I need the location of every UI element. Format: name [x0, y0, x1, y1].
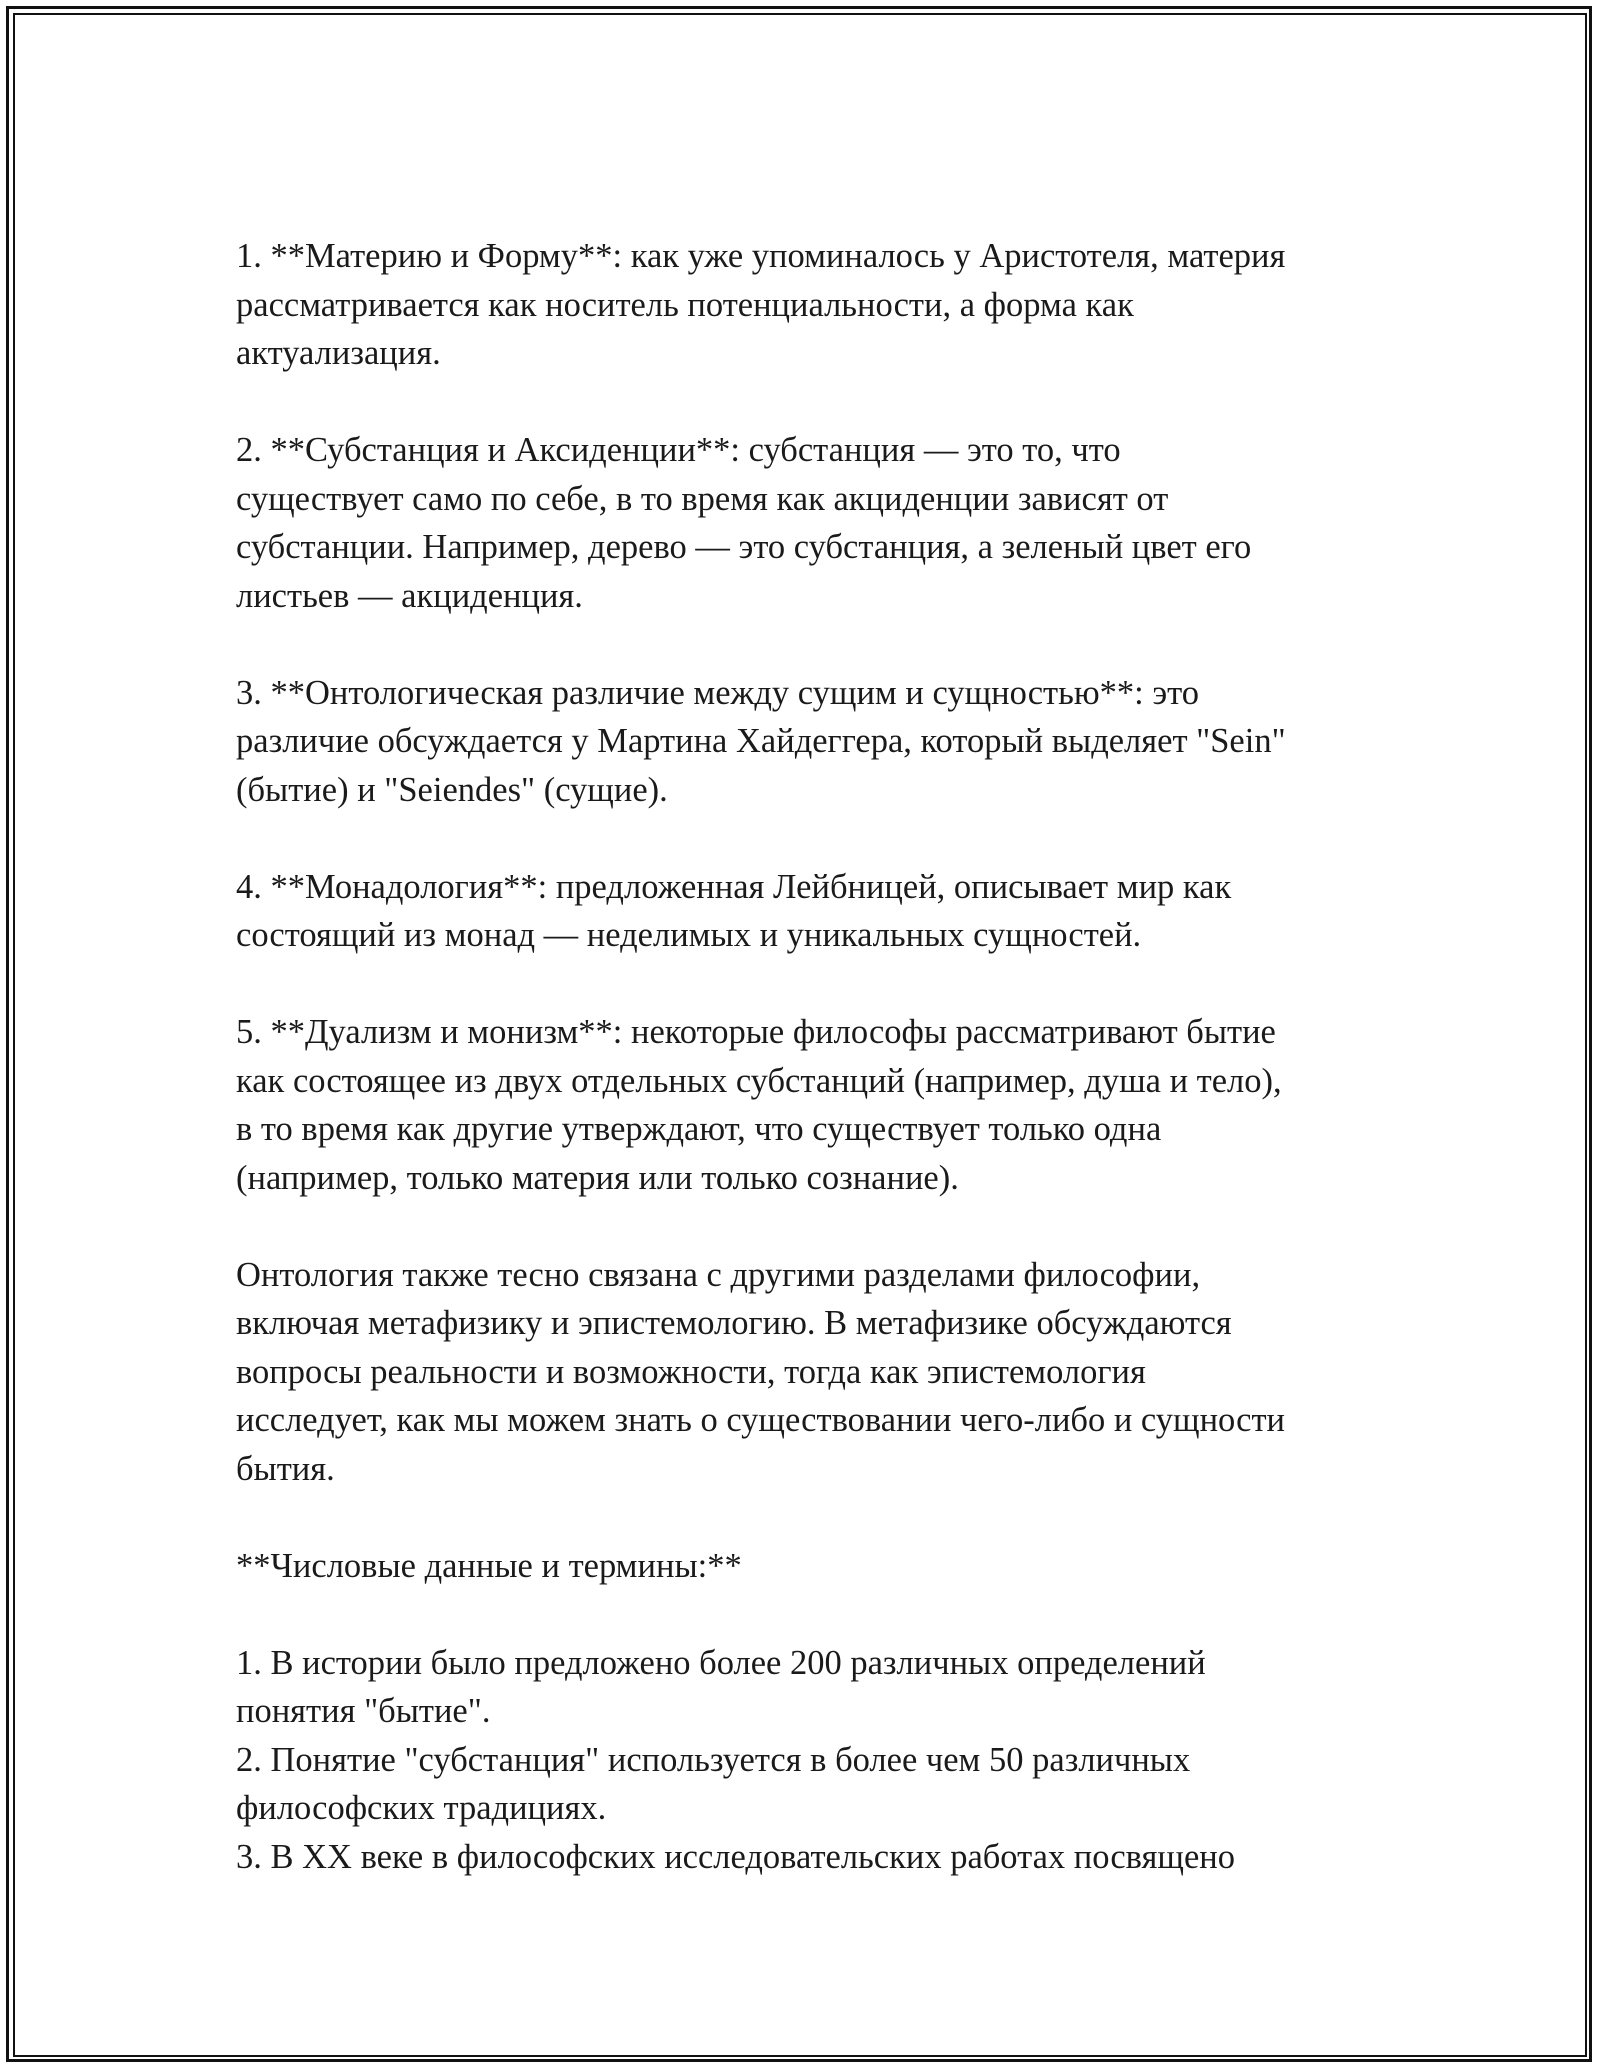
text-line: бытия.	[236, 1449, 335, 1488]
list-item: 1. В истории было предложено более 200 различных определений	[236, 1643, 1206, 1682]
text-line: состоящий из монад — неделимых и уникальных сущностей.	[236, 916, 1142, 954]
text-line: актуализация.	[236, 334, 441, 372]
paragraph-monadologiya	[236, 863, 1366, 960]
text-line: как состоящее из двух отдельных субстанций (например, душа и тело),	[236, 1061, 1282, 1100]
paragraph-materia-i-forma	[236, 232, 1366, 378]
text-line: существует само по себе, в то время как акциденции зависят от	[236, 479, 1169, 518]
text-line: 1. **Материю и Форму**: как уже упоминалось у Аристотеля, материя	[236, 237, 1286, 275]
text-line: в то время как другие утверждают, что существует только одна	[236, 1110, 1162, 1148]
section-heading-chislovye-dannye	[236, 1542, 1366, 1591]
text-line: **Числовые данные и термины:**	[236, 1546, 742, 1585]
list-item: 2. Понятие "субстанция" используется в более чем 50 различных	[236, 1740, 1191, 1779]
text-line: субстанции. Например, дерево — это субстанция, а зеленый цвет его	[236, 528, 1252, 566]
text-line: (например, только материя или только сознание).	[236, 1158, 959, 1197]
text-line: различие обсуждается у Мартина Хайдеггера, который выделяет "Sein"	[236, 722, 1286, 760]
text-line: 4. **Монадология**: предложенная Лейбницей, описывает мир как	[236, 867, 1232, 906]
text-line: 5. **Дуализм и монизм**: некоторые философы рассматривают бытие	[236, 1013, 1276, 1051]
text-line: включая метафизику и эпистемологию. В метафизике обсуждаются	[236, 1304, 1232, 1342]
list-item: 3. В XX веке в философских исследовательских работах посвящено	[236, 1837, 1235, 1876]
text-line: Онтология также тесно связана с другими разделами философии,	[236, 1255, 1201, 1294]
text-line: 3. **Онтологическая различие между сущим и сущностью**: это	[236, 673, 1200, 712]
list-item: философских традициях.	[236, 1789, 607, 1827]
paragraph-dualizm-i-monizm	[236, 1008, 1366, 1202]
paragraph-ontologiya-svyazi	[236, 1251, 1366, 1494]
list-chislovye-dannye	[236, 1639, 1366, 1882]
text-line: исследует, как мы можем знать о существовании чего-либо и сущности	[236, 1401, 1286, 1439]
paragraph-ontologicheskoe-razlichie	[236, 669, 1366, 815]
text-line: (бытие) и "Seiendes" (сущие).	[236, 770, 668, 809]
text-line: 2. **Субстанция и Аксиденции**: субстанция — это то, что	[236, 431, 1121, 469]
paragraph-substanciya-i-akcidencii	[236, 426, 1366, 620]
document-body	[236, 232, 1366, 1881]
text-line: вопросы реальности и возможности, тогда как эпистемология	[236, 1352, 1146, 1391]
list-item: понятия "бытие".	[236, 1692, 491, 1730]
text-line: листьев — акциденция.	[236, 576, 583, 615]
text-line: рассматривается как носитель потенциальности, а форма как	[236, 285, 1134, 324]
